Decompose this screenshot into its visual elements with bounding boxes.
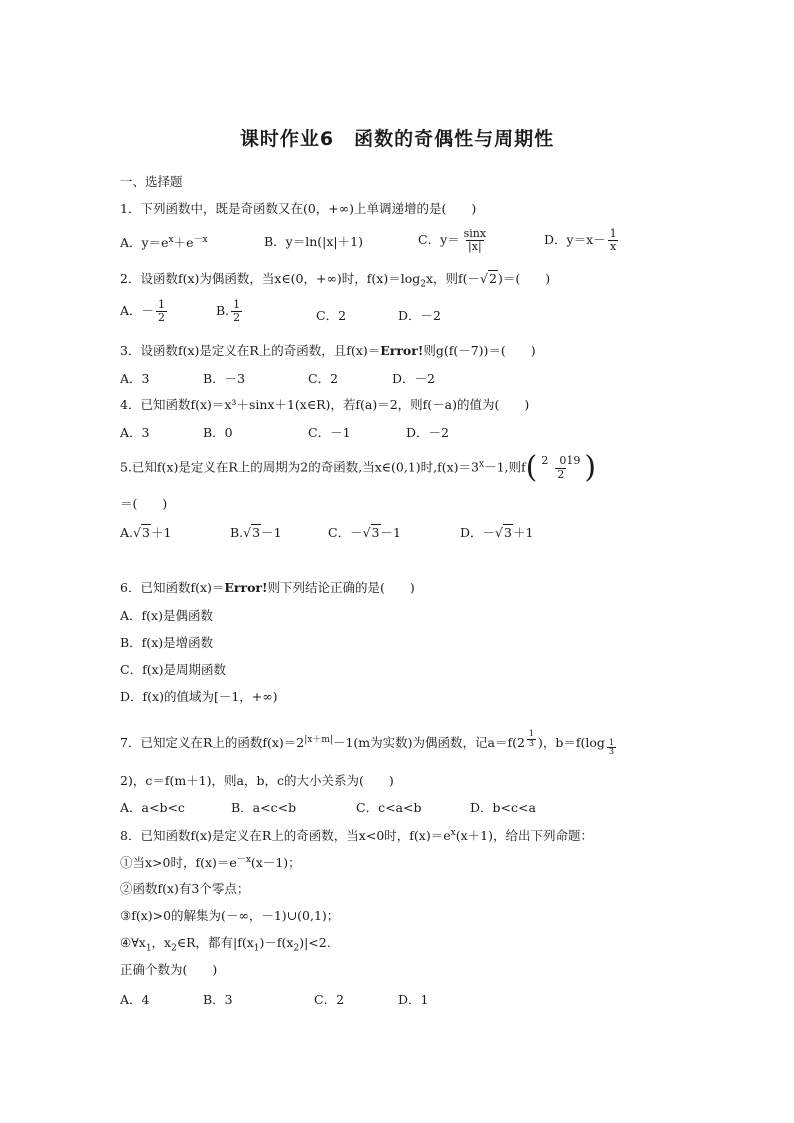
- q5-option-b: B.√3－1: [230, 525, 282, 540]
- q3-option-c: C．2: [308, 371, 339, 386]
- q8-proposition-4: $④\forall x_1$，$x_2\in R$，都有$|f(x_1)-f(x_2)|<2$.: [120, 935, 331, 954]
- q7-option-d: D．b<c<a: [470, 800, 536, 815]
- q5-option-a: A.√3＋1: [120, 525, 172, 540]
- q3-option-d: D．－2: [392, 371, 435, 386]
- q8-option-a: A．4: [120, 992, 150, 1007]
- q8-option-c: C．2: [314, 992, 345, 1007]
- q3-option-b: B．－3: [203, 371, 246, 386]
- q3-option-a: A．3: [120, 371, 150, 386]
- q1-option-a: A．$y=e^x+e^{-x}$: [120, 235, 208, 251]
- q6-option-b: B．f(x)是增函数: [120, 635, 214, 650]
- q8-option-d: D．1: [398, 992, 429, 1007]
- question-7-stem: 7．已知定义在R上的函数$f(x)=2^{|x+m|}-1(m$为实数)为偶函数，记a＝f(2 $^{\frac{1}{3}}$ )，b＝f(log $_{\frac{1}{3}}$: [120, 729, 615, 757]
- question-1-stem: 1．下列函数中，既是奇函数又在(0，+∞)上单调递增的是( ): [120, 201, 477, 216]
- question-6-stem: 6．已知函数f(x)＝Error!则下列结论正确的是( ): [120, 580, 415, 595]
- question-5-stem-continued: ＝( ): [120, 496, 168, 511]
- q1-option-d: D．y＝x－ $\frac{1}{x}$: [544, 227, 617, 254]
- q7-option-a: A．a<b<c: [120, 800, 185, 815]
- q8-proposition-2: ②函数f(x)有3个零点；: [120, 881, 250, 896]
- q8-proposition-3: ③f(x)>0的解集为(－∞，－1)∪(0,1)；: [120, 908, 340, 923]
- q6-option-a: A．f(x)是偶函数: [120, 608, 213, 623]
- q8-option-b: B．3: [203, 992, 233, 1007]
- q7-option-b: B．a<c<b: [231, 800, 297, 815]
- q5-option-d: D．－√3＋1: [460, 525, 534, 540]
- question-4-stem: 4．已知函数f(x)＝x³＋sinx＋1(x∈R)，若f(a)＝2，则f(－a)的值为( ): [120, 397, 530, 412]
- q6-option-d: D．f(x)的值域为[－1，+∞): [120, 689, 278, 704]
- question-7-stem-continued: 2)，c＝f(m＋1)，则a，b，c的大小关系为( ): [120, 773, 394, 788]
- section-heading: 一、选择题: [120, 174, 183, 189]
- q4-option-c: C．－1: [308, 425, 351, 440]
- q2-option-b: B. $\frac{1}{2}$: [216, 298, 241, 325]
- q8-ask: 正确个数为( ): [120, 962, 218, 977]
- question-8-stem: 8．已知函数f(x)是定义在R上的奇函数，当x<0时，$f(x)=e^x(x+1)$，给出下列命题：: [120, 828, 593, 844]
- q4-option-a: A．3: [120, 425, 150, 440]
- q5-option-c: C．－√3－1: [328, 525, 401, 540]
- question-5-stem: 5.已知f(x)是定义在R上的周期为2的奇函数,当x∈(0,1)时$,f(x)=3^x-1$,则f( $\frac{2 019}{2}$ ): [120, 450, 597, 485]
- q4-option-b: B．0: [203, 425, 233, 440]
- q1-option-b: B．y＝ln(|x|＋1): [264, 234, 363, 249]
- q2-option-d: D．－2: [398, 308, 441, 323]
- q1-option-c: C．y＝ $\frac{\sin x}{|x|}$: [418, 227, 487, 254]
- question-2-stem: 2．设函数f(x)为偶函数，当x∈(0，+∞)时，$f(x)=\log_2x$，则f(－√2)＝( ): [120, 271, 551, 290]
- q4-option-d: D．－2: [406, 425, 449, 440]
- q2-option-c: C．2: [316, 308, 347, 323]
- q8-proposition-1: ①当x>0时，$f(x)=e^{-x}(x-1)$；: [120, 855, 301, 871]
- q6-option-c: C．f(x)是周期函数: [120, 662, 226, 677]
- q7-option-c: C．c<a<b: [356, 800, 422, 815]
- q2-option-a: A．－ $\frac{1}{2}$: [120, 298, 166, 325]
- question-3-stem: 3．设函数f(x)是定义在R上的奇函数，且f(x)＝Error!则g(f(－7))＝( ): [120, 343, 536, 358]
- page-title: 课时作业6 函数的奇偶性与周期性: [239, 128, 555, 150]
